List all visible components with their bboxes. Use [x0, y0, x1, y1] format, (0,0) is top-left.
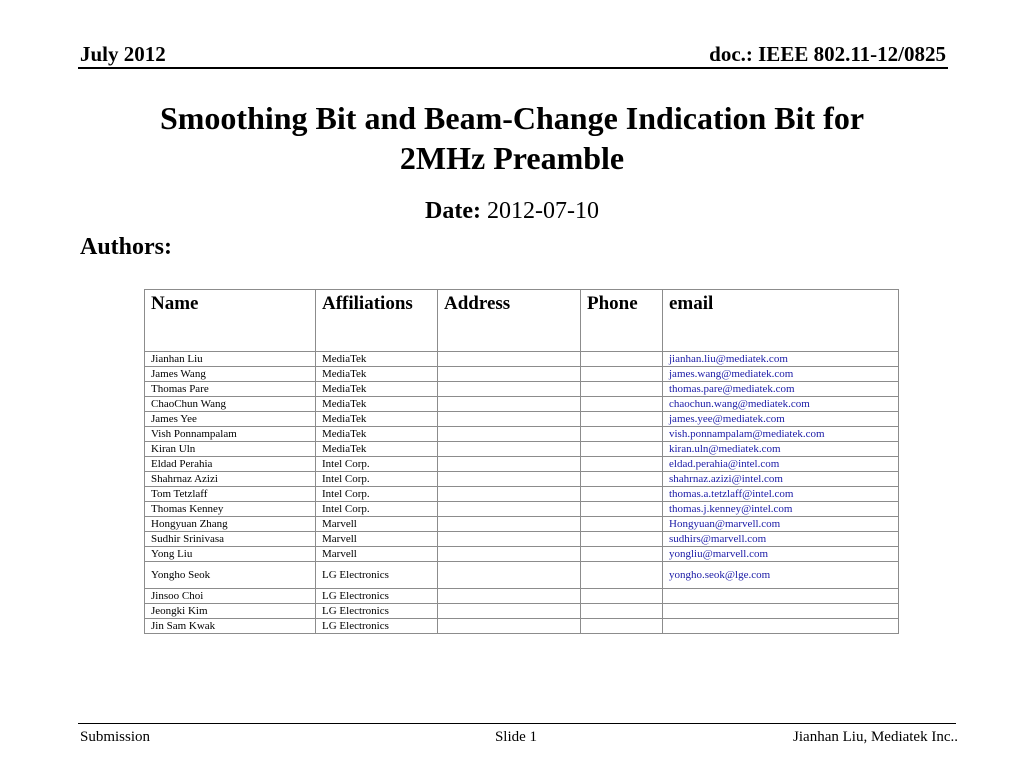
author-affiliation: MediaTek	[316, 352, 438, 367]
author-email[interactable]: thomas.a.tetzlaff@intel.com	[663, 487, 899, 502]
table-row	[145, 472, 899, 487]
author-name: Jinsoo Choi	[145, 589, 316, 604]
table-row	[145, 604, 899, 619]
author-affiliation: LG Electronics	[316, 604, 438, 619]
author-phone	[581, 382, 663, 397]
author-email[interactable]: Hongyuan@marvell.com	[663, 517, 899, 532]
author-email	[663, 589, 899, 604]
author-phone	[581, 547, 663, 562]
author-address	[438, 619, 581, 634]
author-name: ChaoChun Wang	[145, 397, 316, 412]
column-header-address: Address	[438, 290, 581, 352]
author-phone	[581, 427, 663, 442]
author-name: Jin Sam Kwak	[145, 619, 316, 634]
author-address	[438, 604, 581, 619]
date-label: Date:	[425, 198, 481, 224]
author-name: Jeongki Kim	[145, 604, 316, 619]
slide-title-line-2: 2MHz Preamble	[399, 140, 625, 176]
author-phone	[581, 517, 663, 532]
table-row	[145, 487, 899, 502]
author-name: Sudhir Srinivasa	[145, 532, 316, 547]
table-header-row	[145, 290, 899, 352]
author-affiliation: MediaTek	[316, 442, 438, 457]
author-email[interactable]: sudhirs@marvell.com	[663, 532, 899, 547]
footer-rule	[78, 723, 956, 724]
table-row	[145, 427, 899, 442]
authors-table-body	[145, 352, 899, 634]
author-email[interactable]: thomas.j.kenney@intel.com	[663, 502, 899, 517]
footer-slide-number: Slide 1	[494, 729, 538, 745]
date-value: 2012-07-10	[486, 198, 599, 224]
header-rule	[78, 67, 948, 69]
author-address	[438, 367, 581, 382]
author-affiliation: MediaTek	[316, 427, 438, 442]
author-name: Tom Tetzlaff	[145, 487, 316, 502]
author-email[interactable]: shahrnaz.azizi@intel.com	[663, 472, 899, 487]
author-affiliation: LG Electronics	[316, 619, 438, 634]
author-name: Jianhan Liu	[145, 352, 316, 367]
author-email[interactable]: yongho.seok@lge.com	[663, 562, 899, 589]
author-name: Shahrnaz Azizi	[145, 472, 316, 487]
author-affiliation: LG Electronics	[316, 589, 438, 604]
author-phone	[581, 604, 663, 619]
footer-author: Jianhan Liu, Mediatek Inc..	[793, 729, 958, 745]
author-affiliation: Intel Corp.	[316, 457, 438, 472]
author-name: Yong Liu	[145, 547, 316, 562]
author-name: Kiran Uln	[145, 442, 316, 457]
table-row	[145, 562, 899, 589]
author-phone	[581, 367, 663, 382]
author-affiliation: Marvell	[316, 547, 438, 562]
column-header-email: email	[663, 290, 899, 352]
author-email	[663, 604, 899, 619]
author-email[interactable]: kiran.uln@mediatek.com	[663, 442, 899, 457]
table-row	[145, 517, 899, 532]
author-address	[438, 382, 581, 397]
author-affiliation: LG Electronics	[316, 562, 438, 589]
author-affiliation: Intel Corp.	[316, 472, 438, 487]
author-address	[438, 412, 581, 427]
author-name: James Wang	[145, 367, 316, 382]
author-name: Vish Ponnampalam	[145, 427, 316, 442]
slide-title-line-1: Smoothing Bit and Beam-Change Indication Bit for	[159, 100, 865, 136]
author-address	[438, 502, 581, 517]
author-address	[438, 547, 581, 562]
table-row	[145, 367, 899, 382]
author-phone	[581, 532, 663, 547]
author-affiliation: Marvell	[316, 532, 438, 547]
author-email[interactable]: yongliu@marvell.com	[663, 547, 899, 562]
footer-submission: Submission	[80, 729, 151, 745]
column-header-name: Name	[145, 290, 316, 352]
author-affiliation: Intel Corp.	[316, 487, 438, 502]
author-affiliation: MediaTek	[316, 412, 438, 427]
table-row	[145, 457, 899, 472]
author-address	[438, 562, 581, 589]
column-header-affiliations: Affiliations	[316, 290, 438, 352]
author-affiliation: MediaTek	[316, 367, 438, 382]
table-row	[145, 589, 899, 604]
authors-table	[144, 289, 899, 634]
author-email[interactable]: jianhan.liu@mediatek.com	[663, 352, 899, 367]
author-email[interactable]: james.yee@mediatek.com	[663, 412, 899, 427]
author-name: Thomas Kenney	[145, 502, 316, 517]
author-email[interactable]: eldad.perahia@intel.com	[663, 457, 899, 472]
author-affiliation: Intel Corp.	[316, 502, 438, 517]
author-email	[663, 619, 899, 634]
column-header-phone: Phone	[581, 290, 663, 352]
author-phone	[581, 442, 663, 457]
slide-title	[100, 98, 924, 178]
author-name: Eldad Perahia	[145, 457, 316, 472]
table-row	[145, 547, 899, 562]
header-date: July 2012	[80, 42, 166, 66]
author-phone	[581, 412, 663, 427]
header-doc-id: doc.: IEEE 802.11-12/0825	[709, 42, 946, 66]
author-email[interactable]: chaochun.wang@mediatek.com	[663, 397, 899, 412]
table-row	[145, 352, 899, 367]
author-address	[438, 457, 581, 472]
author-address	[438, 589, 581, 604]
author-affiliation: MediaTek	[316, 397, 438, 412]
table-row	[145, 502, 899, 517]
author-name: Hongyuan Zhang	[145, 517, 316, 532]
author-email[interactable]: james.wang@mediatek.com	[663, 367, 899, 382]
table-row	[145, 412, 899, 427]
author-phone	[581, 562, 663, 589]
date-line	[0, 196, 1024, 226]
author-address	[438, 487, 581, 502]
author-phone	[581, 619, 663, 634]
author-name: Thomas Pare	[145, 382, 316, 397]
author-phone	[581, 487, 663, 502]
author-phone	[581, 589, 663, 604]
authors-heading: Authors:	[80, 234, 173, 260]
author-address	[438, 472, 581, 487]
author-name: James Yee	[145, 412, 316, 427]
table-row	[145, 442, 899, 457]
author-email[interactable]: vish.ponnampalam@mediatek.com	[663, 427, 899, 442]
table-row	[145, 397, 899, 412]
author-address	[438, 442, 581, 457]
author-address	[438, 532, 581, 547]
author-address	[438, 517, 581, 532]
table-row	[145, 382, 899, 397]
author-email[interactable]: thomas.pare@mediatek.com	[663, 382, 899, 397]
author-phone	[581, 457, 663, 472]
table-row	[145, 619, 899, 634]
author-phone	[581, 352, 663, 367]
author-phone	[581, 472, 663, 487]
author-affiliation: Marvell	[316, 517, 438, 532]
author-address	[438, 352, 581, 367]
table-row	[145, 532, 899, 547]
author-name: Yongho Seok	[145, 562, 316, 589]
author-phone	[581, 502, 663, 517]
author-affiliation: MediaTek	[316, 382, 438, 397]
author-address	[438, 397, 581, 412]
author-phone	[581, 397, 663, 412]
author-address	[438, 427, 581, 442]
